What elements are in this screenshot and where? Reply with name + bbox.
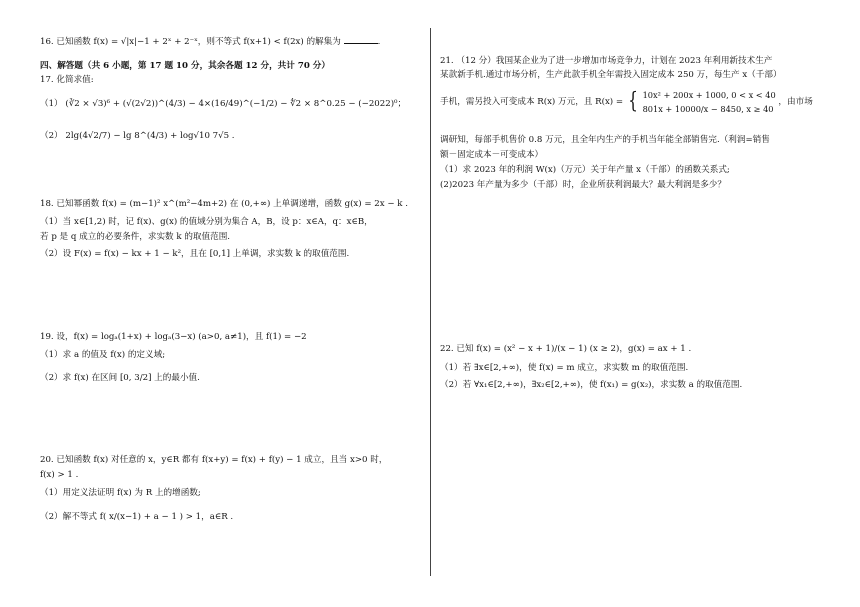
question-22-part-2: （2）若 ∀x₁∈[2,+∞)，∃x₂∈[2,+∞)，使 f(x₁) = g(x₂)，求实数 a 的取值范围. [440,380,743,390]
question-18-part-2: （2）设 F(x) = f(x) − kx + 1 − k²，且在 [0,1] 上单调，求实数 k 的取值范围. [40,249,350,259]
question-17-title: 17. 化简求值: [40,75,94,85]
question-20-part-1: （1）用定义法证明 f(x) 为 R 上的增函数; [40,488,201,498]
question-16 [40,34,380,48]
question-17-part-1: （1） (∛2 × √3)⁶ + (√(2√2))^(4/3) − 4×(16/49)^(−1/2) − ∜2 × 8^0.25 − (−2022)⁰； [40,99,407,109]
question-21-research: 调研知，每部手机售价 0.8 万元，且全年内生产的手机当年能全部销售完.（利润=销售 [440,135,770,145]
piecewise-case-2: 801x + 10000/x − 8450, x ≥ 40 [642,104,774,114]
question-17-part-2: （2） 2lg(4√2/7) − lg 8^(4/3) + log√10 7√5 . [40,131,235,141]
question-16-text: 16. 已知函数 f(x) = √|x|−1 + 2ˣ + 2⁻ˣ，则不等式 f(x+1) < f(2x) 的解集为 [40,37,341,47]
question-21-part-1: （1）求 2023 年的利润 W(x)（万元）关于年产量 x（千部）的函数关系式; [440,165,730,175]
question-18-part-1-cont: 若 p 是 q 成立的必要条件，求实数 k 的取值范围. [40,232,231,242]
question-21-piecewise-line [440,88,813,116]
question-20-stem-cont: f(x) > 1 . [40,470,79,480]
question-19-part-1: （1）求 a 的值及 f(x) 的定义域; [40,350,166,360]
section-title: 四、解答题（共 6 小题，第 17 题 10 分，其余各题 12 分，共计 70 分） [40,61,330,71]
question-21-cost-text: 手机，需另投入可变成本 R(x) 万元，且 R(x) = [440,97,624,107]
question-16-end: . [377,37,381,47]
answer-blank [344,34,378,44]
question-21-stem-cont: 某款新手机.通过市场分析，生产此款手机全年需投入固定成本 250 万，每生产 x（千部） [440,70,782,80]
question-20-part-2: （2）解不等式 f( x/(x−1) + a − 1 ) > 1，a∈R . [40,512,234,522]
question-19-stem: 19. 设，f(x) = logₐ(1+x) + logₐ(3−x) (a>0, a≠1)，且 f(1) = −2 [40,332,307,342]
question-21-cost-text-end: ，由市场 [778,97,813,107]
question-18-stem: 18. 已知幂函数 f(x) = (m−1)² x^(m²−4m+2) 在 (0,+∞) 上单调递增，函数 g(x) = 2x − k . [40,199,408,209]
question-21-research-cont: 额－固定成本－可变成本） [440,150,544,160]
question-21-part-2: (2)2023 年产量为多少（千部）时，企业所获利润最大？最大利润是多少？ [440,180,726,190]
question-22-part-1: （1）若 ∃x∈[2,+∞)，使 f(x) = m 成立，求实数 m 的取值范围. [440,363,689,373]
piecewise-case-1: 10x² + 200x + 1000, 0 < x < 40 [642,90,776,100]
piecewise-cases [643,88,776,116]
question-21-stem: 21. （12 分）我国某企业为了进一步增加市场竞争力，计划在 2023 年利用新技术生产 [440,56,773,66]
question-22-stem: 22. 已知 f(x) = (x² − x + 1)/(x − 1) (x ≥ 2)，g(x) = ax + 1 . [440,344,692,354]
question-18-part-1: （1）当 x∈[1,2) 时，记 f(x)、g(x) 的值域分别为集合 A，B，设 p：x∈A，q：x∈B， [40,217,373,227]
question-20-stem: 20. 已知函数 f(x) 对任意的 x，y∈R 都有 f(x+y) = f(x) + f(y) − 1 成立，且当 x>0 时， [40,455,388,465]
column-divider [430,28,431,576]
piecewise-brace: { [627,89,638,114]
question-19-part-2: （2）求 f(x) 在区间 [0, 3/2] 上的最小值. [40,373,200,383]
